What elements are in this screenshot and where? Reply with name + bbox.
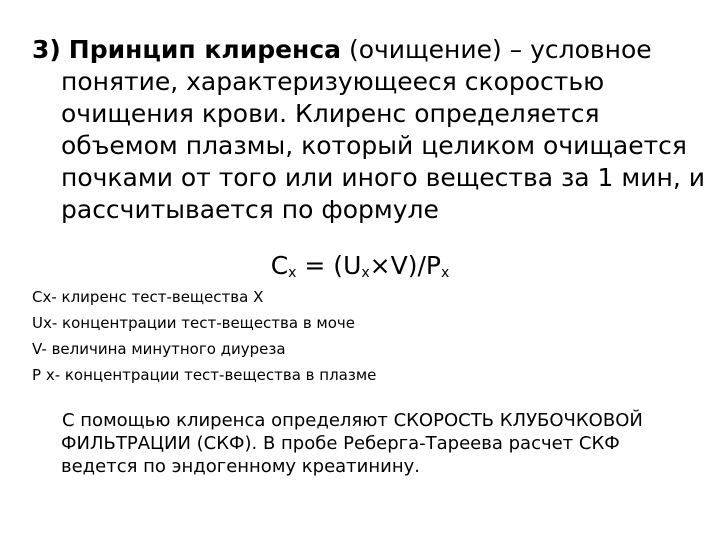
heading-paren: (очищение) – (348, 35, 523, 64)
formula-eq: = (U (296, 251, 362, 280)
heading-number: 3) (32, 35, 61, 64)
clearance-paragraph (32, 34, 720, 226)
formula-p-subscript: x (440, 265, 450, 281)
definition-px: P x- концентрации тест-вещества в плазме (32, 366, 377, 384)
formula-u-subscript: x (361, 265, 370, 281)
conclusion-paragraph: С помощью клиренса определяют СКОРОСТЬ КЛУБОЧКОВОЙ ФИЛЬТРАЦИИ (СКФ). В пробе Реберга-Тареева расчет СКФ ведется по эндогенному креатинину. (61, 410, 643, 477)
heading-title: Принцип клиренса (68, 35, 342, 64)
heading-body: условное понятие, характеризующееся скоростью очищения крови. Клиренс определяется объемом плазмы, который целиком очищается почками от того или иного вещества за 1 мин, и рассчитывается по формуле (61, 35, 705, 224)
definitions-list (32, 284, 692, 388)
definition-v: V- величина минутного диуреза (32, 340, 286, 358)
formula-mid: ×V)/P (369, 251, 441, 280)
definition-ux: Ux- концентрации тест-вещества в моче (32, 314, 356, 332)
definition-cx: Сх- клиренс тест-вещества Х (32, 288, 264, 306)
formula-c: C (270, 251, 289, 280)
clearance-formula (0, 250, 720, 286)
formula-c-subscript: x (288, 265, 297, 281)
